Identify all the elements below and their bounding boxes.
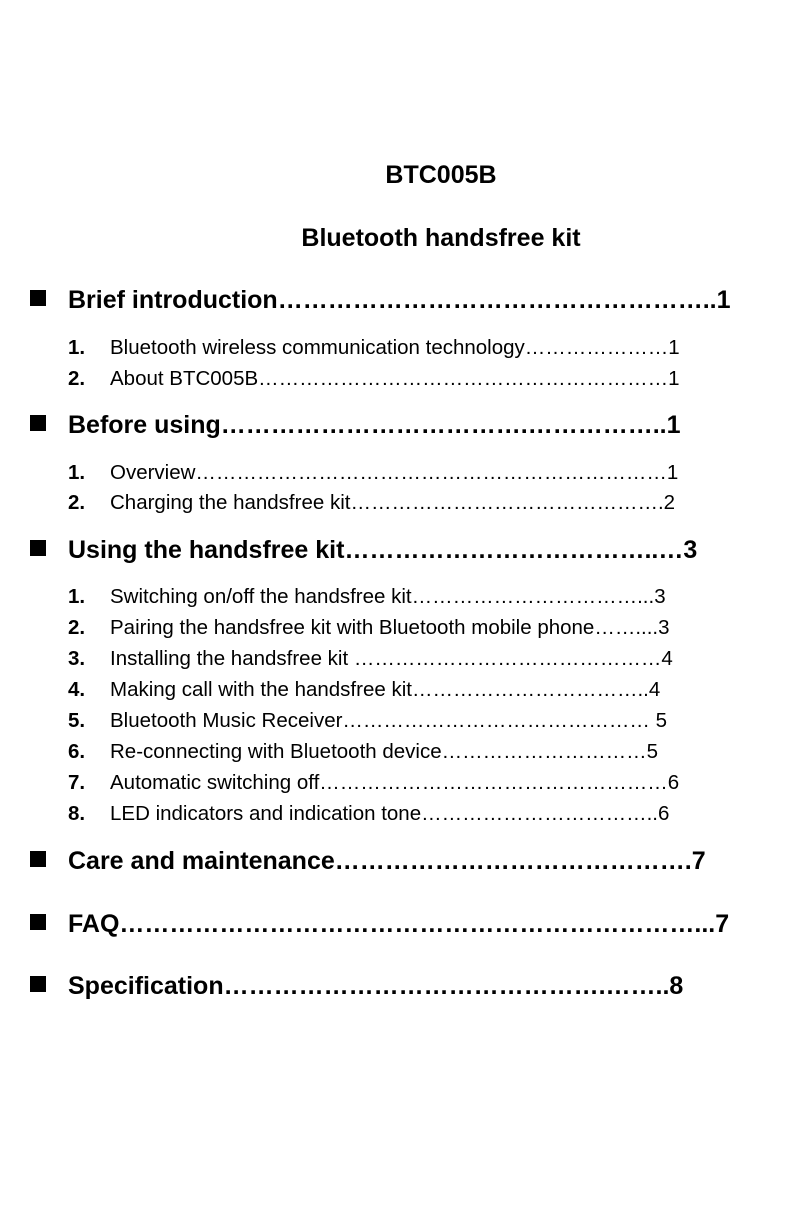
- toc-section-label: FAQ……………………………………………………………...7: [68, 910, 730, 938]
- toc-section-label: Using the handsfree kit………………………………..…3: [68, 536, 698, 564]
- toc-item-number: 2.: [68, 367, 86, 390]
- toc-item-number: 2.: [68, 491, 86, 514]
- toc-item-number: 1.: [68, 461, 86, 484]
- toc-item-label: Installing the handsfree kit ………………………………………4: [110, 647, 673, 670]
- square-bullet-icon: [30, 290, 46, 306]
- toc-item[interactable]: [68, 584, 778, 610]
- toc-item[interactable]: [68, 677, 778, 703]
- toc-item-number: 1.: [68, 336, 86, 359]
- toc-section-label: Care and maintenance…………………………………….7: [68, 847, 706, 875]
- square-bullet-icon: [30, 851, 46, 867]
- toc-section-label: Brief introduction……………………………………………..1: [68, 286, 731, 314]
- toc-item-number: 1.: [68, 585, 86, 608]
- toc-section-faq[interactable]: [30, 908, 782, 940]
- toc-item[interactable]: [68, 335, 778, 361]
- toc-item[interactable]: [68, 739, 778, 765]
- toc-item-number: 6.: [68, 740, 86, 763]
- toc-item-label: Automatic switching off……………………………………………6: [110, 771, 680, 794]
- toc-item-label: Overview……………………………………………………………1: [110, 461, 679, 484]
- toc-item-number: 8.: [68, 802, 86, 825]
- square-bullet-icon: [30, 976, 46, 992]
- toc-item[interactable]: [68, 366, 778, 392]
- toc-item-label: LED indicators and indication tone……………………………..6: [110, 802, 670, 825]
- toc-item-number: 5.: [68, 709, 86, 732]
- toc-item-number: 4.: [68, 678, 86, 701]
- toc-item-label: Re-connecting with Bluetooth device…………………………5: [110, 740, 659, 763]
- document-title: BTC005B: [385, 161, 497, 189]
- toc-item[interactable]: [68, 770, 778, 796]
- toc-section-brief-introduction[interactable]: [30, 284, 782, 316]
- toc-section-using-the-handsfree-kit[interactable]: [30, 534, 782, 566]
- toc-section-specification[interactable]: [30, 970, 782, 1002]
- toc-item[interactable]: [68, 646, 778, 672]
- toc-item-number: 3.: [68, 647, 86, 670]
- toc-item-label: Making call with the handsfree kit……………………………..4: [110, 678, 661, 701]
- toc-item-label: Pairing the handsfree kit with Bluetooth mobile phone……....3: [110, 616, 670, 639]
- document-subtitle: Bluetooth handsfree kit: [301, 224, 581, 252]
- toc-item-label: Switching on/off the handsfree kit……………………………...3: [110, 585, 666, 608]
- toc-section-care-and-maintenance[interactable]: [30, 845, 782, 877]
- toc-item[interactable]: [68, 708, 778, 734]
- toc-item[interactable]: [68, 801, 778, 827]
- toc-item[interactable]: [68, 490, 778, 516]
- toc-item-label: Charging the handsfree kit……………………………………….2: [110, 491, 676, 514]
- square-bullet-icon: [30, 540, 46, 556]
- toc-section-label: Before using……………………………….……………..1: [68, 411, 681, 439]
- toc-item-label: About BTC005B……………………………………………………1: [110, 367, 680, 390]
- square-bullet-icon: [30, 415, 46, 431]
- toc-item-label: Bluetooth Music Receiver……………………………………… 5: [110, 709, 668, 732]
- toc-section-label: Specification……………………………………….……..8: [68, 972, 684, 1000]
- toc-item[interactable]: [68, 460, 778, 486]
- toc-item-number: 2.: [68, 616, 86, 639]
- toc-item-number: 7.: [68, 771, 86, 794]
- toc-item-label: Bluetooth wireless communication technology…………………1: [110, 336, 680, 359]
- toc-item[interactable]: [68, 615, 778, 641]
- toc-section-before-using[interactable]: [30, 409, 782, 441]
- square-bullet-icon: [30, 914, 46, 930]
